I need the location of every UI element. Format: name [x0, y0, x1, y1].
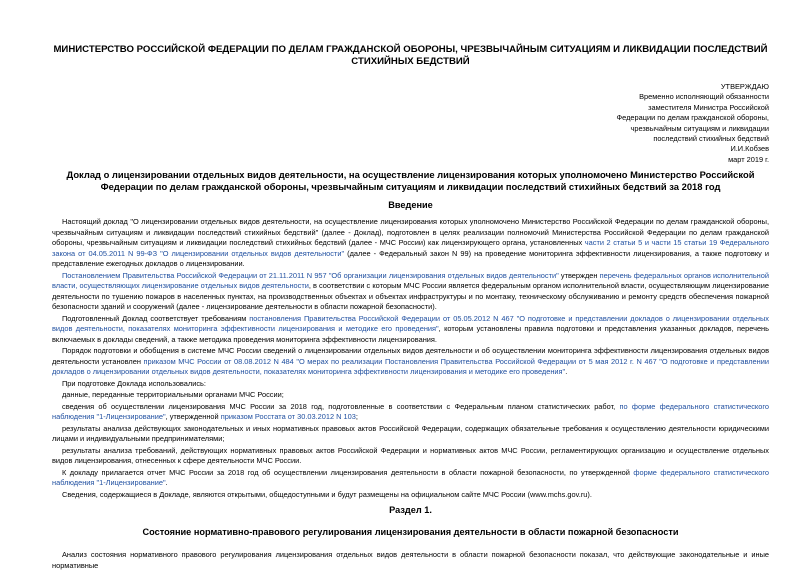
approval-line: заместителя Министра Российской — [648, 102, 769, 112]
paragraph — [52, 217, 769, 270]
approval-block — [589, 82, 769, 165]
paragraph-text: Настоящий доклад "О лицензировании отдельных видов деятельности, на осуществление лицензирования которых уполномочено Министерство Российской Федерации по делам гражданской обороны, чрезвычайным ситуациям и ликвидации последствий стихийных бедствий" (далее - Доклад), подготовлен в целях реализации полномочий Министерства Российской Федерации по делам гражданской обороны, чрезвычайным ситуациям и ликвидации последствий стихийных бедствий (далее - МЧС России) как лицензирующего органа, установленных — [52, 217, 769, 248]
paragraph: результаты анализа требований, действующих нормативных правовых актов Российской Федерации и нормативных актов МЧС России, регламентирующих организацию и осуществление отдельных видов лицензирования, отнесенных к сфере деятельности МЧС России. — [52, 445, 769, 466]
paragraph — [52, 271, 769, 313]
paragraph: результаты анализа действующих законодательных и иных нормативных правовых актов Российской Федерации, содержащих обязательные требования к осуществлению деятельности юридическими лицами и индивидуальными предпринимателями; — [52, 423, 769, 444]
paragraph-text: , в соответствии с которым МЧС России является федеральным органом исполнительной власти, осуществляющим лицензирование деятельности по тушению пожаров в населенных пунктах, на производственных объектах и объектах инфраструктуры и по монтажу, техническому обслуживанию и ремонту средств обеспечения пожарной безопасности зданий и сооружений (далее - лицензирование деятельности в области пожарной безопасности). — [52, 281, 769, 312]
paragraph-text: (далее - Федеральный закон N 99) на проведение мониторинга эффективности лицензирования, а также подготовку и представление ежегодных докладов о лицензировании. — [52, 248, 769, 269]
approval-line: последствий стихийных бедствий — [653, 134, 769, 144]
paragraph-text: сведения об осуществлении лицензирования МЧС России за 2018 год, подготовленные в соответствии с Федеральным планом статистических работ, — [62, 401, 620, 411]
paragraph-text: К докладу прилагается отчет МЧС России за 2018 год об осуществлении лицензирования деятельности в области пожарной безопасности, по утвержденной — [62, 467, 634, 477]
paragraph-text: , которым установлены правила подготовки и представления указанных докладов, перечень включаемых в доклады сведений, а также методика проведения мониторинга эффективности лицензирования. — [52, 324, 769, 344]
paragraph — [52, 468, 769, 489]
list-link[interactable]: перечень федеральных органов исполнительной власти, осуществляющих лицензирование отдельных видов деятельности — [52, 270, 769, 291]
paragraph: Анализ состояния нормативного правового регулирования лицензирования отдельных видов деятельности в области пожарной безопасности показал, что действующие законодательные и иные нормативные — [52, 550, 769, 570]
paragraph-text: утвержден — [558, 270, 600, 280]
section-number: Раздел 1. — [389, 505, 432, 516]
paragraph-text: Подготовленный Доклад соответствует требованиям — [62, 313, 250, 323]
law-link[interactable]: части 2 статьи 5 и части 15 статьи 19 Федерального закона от 04.05.2011 N 99-ФЗ "О лицензировании отдельных видов деятельности" — [52, 238, 769, 258]
approval-date: март 2019 г. — [728, 154, 769, 164]
paragraph — [52, 402, 769, 423]
ministry-header: МИНИСТЕРСТВО РОССИЙСКОЙ ФЕДЕРАЦИИ ПО ДЕЛАМ ГРАЖДАНСКОЙ ОБОРОНЫ, ЧРЕЗВЫЧАЙНЫМ СИТУАЦИЯМ И ЛИКВИДАЦИИ ПОСЛЕДСТВИЙ СТИХИЙНЫХ БЕДСТВИЙ — [53, 44, 768, 67]
paragraph: данные, переданные территориальными органами МЧС России; — [62, 390, 284, 400]
paragraph: Сведения, содержащиеся в Докладе, являются открытыми, общедоступными и будут размещены на официальном сайте МЧС России (www.mchs.gov.ru). — [62, 489, 592, 499]
approval-line: Федерации по делам гражданской обороны, — [616, 113, 769, 123]
section-title: Состояние нормативно-правового регулирования лицензирования деятельности в области пожарной безопасности — [142, 527, 679, 538]
form-link[interactable]: по форме федерального статистического наблюдения "1-Лицензирование" — [52, 401, 769, 422]
approval-line: Временно исполняющий обязанности — [639, 92, 769, 102]
decree-link[interactable]: Постановлением Правительства Российской Федерации от 21.11.2011 N 957 "Об организации лицензирования отдельных видов деятельности" — [62, 270, 559, 280]
intro-heading: Введение — [388, 200, 433, 211]
paragraph: При подготовке Доклада использовались: — [62, 378, 206, 388]
approval-signatory: И.И.Кобзев — [730, 144, 769, 154]
order-link[interactable]: приказом Росстата от 30.03.2012 N 103 — [220, 412, 356, 422]
approval-line: чрезвычайным ситуациям и ликвидации — [630, 123, 769, 133]
paragraph — [52, 346, 769, 378]
approval-line: УТВЕРЖДАЮ — [720, 82, 769, 91]
form-link[interactable]: форме федерального статистического наблюдения "1-Лицензирование" — [52, 467, 769, 488]
order-link[interactable]: приказом МЧС России от 08.08.2012 N 484 "О мерах по реализации Постановления Правительства Российской Федерации от 5 мая 2012 г. N 467 "О подготовке и представлении докладов о лицензировании отдельных видов деятельности, показателях мониторинга эффективности лицензирования и методике его проведения" — [52, 356, 769, 377]
paragraph-text: . — [165, 478, 168, 488]
paragraph-text: Порядок подготовки и обобщения в системе МЧС России сведений о лицензировании отдельных видов деятельности и об осуществлении мониторинга эффективности лицензирования отдельных видов деятельности установлен — [52, 346, 769, 366]
paragraph-text: , утвержденной — [165, 412, 221, 422]
paragraph-text: . — [565, 367, 568, 377]
decree-link[interactable]: постановления Правительства Российской Федерации от 05.05.2012 N 467 "О подготовке и представлении докладов о лицензировании отдельных видов деятельности, показателях мониторинга эффективности лицензирования и методике его проведения" — [52, 313, 769, 334]
paragraph — [52, 314, 769, 346]
document-title: Доклад о лицензировании отдельных видов деятельности, на осуществление лицензирования которых уполномочено Министерство Российской Федерации по делам гражданской обороны, чрезвычайным ситуациям и ликвидации последствий стихийных бедствий за 2018 год — [66, 169, 755, 193]
paragraph-text: ; — [355, 412, 358, 422]
